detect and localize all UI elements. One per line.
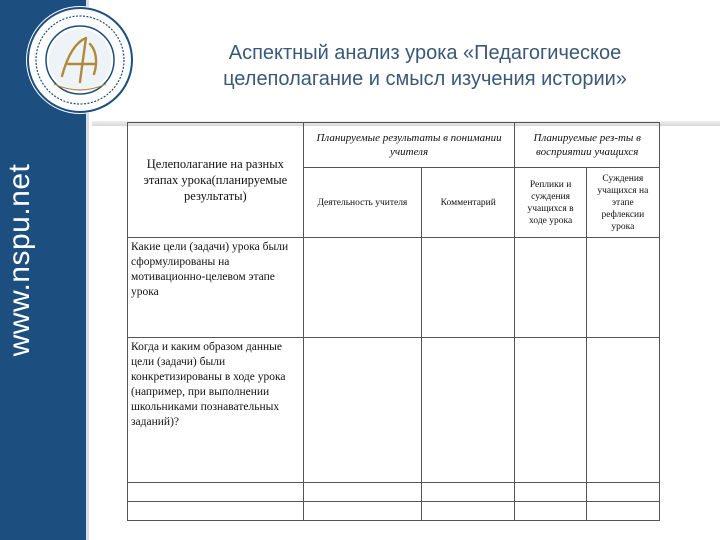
table-cell bbox=[128, 483, 304, 502]
table-cell bbox=[422, 238, 515, 338]
table-cell bbox=[303, 483, 421, 502]
table-cell bbox=[422, 502, 515, 521]
subheader-student-remarks: Реплики и суждения учащихся в ходе урока bbox=[515, 168, 586, 238]
table-cell bbox=[515, 238, 586, 338]
corner-header-cell: Целеполагание на разных этапах урока(планируемые результаты) bbox=[128, 123, 304, 238]
page-title bbox=[150, 40, 700, 92]
table-row bbox=[128, 338, 660, 483]
table-cell bbox=[303, 338, 421, 483]
table-cell bbox=[515, 483, 586, 502]
table-row bbox=[128, 502, 660, 521]
table-row bbox=[128, 238, 660, 338]
table-cell bbox=[422, 338, 515, 483]
subheader-student-reflection: Суждения учащихся на этапе рефлексии урока bbox=[586, 168, 659, 238]
table-cell bbox=[422, 483, 515, 502]
table-cell bbox=[515, 338, 586, 483]
group-header-teacher: Планируемые результаты в понимании учителя bbox=[303, 123, 515, 168]
title-line-1: Аспектный анализ урока «Педагогическое bbox=[228, 42, 622, 64]
table-cell bbox=[586, 238, 659, 338]
table-cell bbox=[303, 502, 421, 521]
table-cell bbox=[586, 338, 659, 483]
site-url: www.nspu.net bbox=[3, 163, 36, 357]
row-question-2: Когда и каким образом данные цели (задачи) были конкретизированы в ходе урока (например, при выполнении школьниками познавательных заданий)? bbox=[128, 338, 304, 483]
table-cell bbox=[303, 238, 421, 338]
subheader-teacher-activity: Деятельность учителя bbox=[303, 168, 421, 238]
table-row bbox=[128, 483, 660, 502]
title-line-2: целеполагание и смысл изучения истории» bbox=[223, 68, 627, 90]
table-cell bbox=[128, 502, 304, 521]
row-question-1: Какие цели (задачи) урока были сформулированы на мотивационно-целевом этапе урока bbox=[128, 238, 304, 338]
group-header-students: Планируемые рез-ты в восприятии учащихся bbox=[515, 123, 660, 168]
table-cell bbox=[586, 483, 659, 502]
table-cell bbox=[586, 502, 659, 521]
subheader-comment: Комментарий bbox=[422, 168, 515, 238]
university-seal-logo bbox=[24, 4, 136, 116]
table-cell bbox=[515, 502, 586, 521]
analysis-table bbox=[127, 122, 660, 521]
